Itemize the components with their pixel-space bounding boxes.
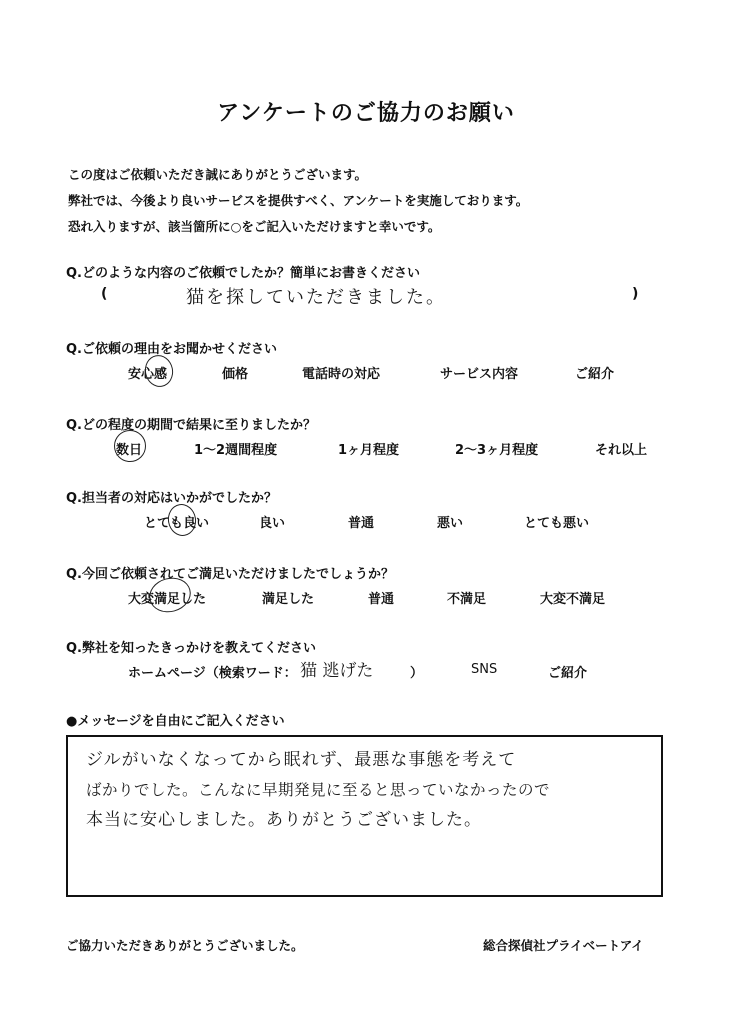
option-reason[interactable]: 電話時の対応	[302, 367, 381, 382]
message-heading: ●メッセージを自由にご記入ください	[66, 714, 285, 729]
option-staff[interactable]: 普通	[348, 516, 375, 531]
intro-line: この度はご依頼いただき誠にありがとうございます。	[68, 167, 368, 182]
option-staff[interactable]: 悪い	[437, 516, 464, 531]
open-paren: (	[101, 286, 108, 302]
question-2: Q.ご依頼の理由をお聞かせください	[66, 342, 277, 357]
option-satisfaction[interactable]: 満足した	[262, 592, 315, 607]
message-box[interactable]	[66, 735, 663, 897]
option-staff[interactable]: とても悪い	[524, 516, 590, 531]
message-line: ジルがいなくなってから眠れず、最悪な事態を考えて	[86, 750, 517, 770]
selection-circle	[165, 502, 198, 538]
option-reason[interactable]: 安心感	[128, 367, 168, 382]
option-duration[interactable]: 1～2週間程度	[194, 443, 278, 458]
question-4: Q.担当者の対応はいかがでしたか？	[66, 491, 277, 506]
intro-line: 恐れ入りますが、該当箇所に○をご記入いただけますと幸いです。	[68, 219, 441, 234]
intro-line: 弊社では、今後より良いサービスを提供すべく、アンケートを実施しております。	[68, 193, 529, 208]
close-paren: )	[632, 286, 639, 302]
close-paren: ）	[410, 666, 424, 681]
question-6: Q.弊社を知ったきっかけを教えてください	[66, 641, 316, 656]
question-3: Q.どの程度の期間で結果に至りましたか？	[66, 418, 316, 433]
option-satisfaction[interactable]: 大変満足した	[128, 592, 207, 607]
selection-circle	[114, 430, 146, 462]
intro-text	[68, 162, 528, 240]
option-staff[interactable]: 良い	[259, 516, 286, 531]
option-satisfaction[interactable]: 不満足	[447, 592, 487, 607]
option-duration[interactable]: 1ヶ月程度	[338, 443, 400, 458]
question-1: Q.どのような内容のご依頼でしたか？簡単にお書きください	[66, 266, 420, 281]
handwritten-search-word: 猫 逃げた	[300, 661, 374, 681]
option-sns[interactable]: SNS	[471, 662, 498, 677]
option-duration[interactable]: 数日	[116, 443, 143, 458]
option-duration[interactable]: 2～3ヶ月程度	[455, 443, 539, 458]
handwritten-answer-1: 猫を探していただきました。	[186, 287, 446, 308]
option-duration[interactable]: それ以上	[595, 443, 648, 458]
option-reason[interactable]: ご紹介	[575, 367, 615, 382]
page-title: アンケートのご協力のお願い	[217, 101, 515, 126]
option-referral[interactable]: ご紹介	[548, 666, 588, 681]
option-staff[interactable]: とても良い	[144, 516, 210, 531]
selection-circle	[142, 352, 176, 389]
handwritten-message	[86, 745, 656, 835]
option-satisfaction[interactable]: 普通	[368, 592, 395, 607]
message-line: 本当に安心しました。ありがとうございました。	[86, 810, 482, 830]
thanks-text: ご協力いただきありがとうございました。	[66, 938, 304, 953]
option-reason[interactable]: サービス内容	[440, 367, 519, 382]
option-satisfaction[interactable]: 大変不満足	[540, 592, 606, 607]
message-line: ばかりでした。こんなに早期発見に至ると思っていなかったので	[86, 781, 551, 799]
question-5: Q.今回ご依頼されてご満足いただけましたでしょうか？	[66, 567, 394, 582]
option-homepage[interactable]: ホームページ（検索ワード：	[128, 666, 297, 681]
option-reason[interactable]: 価格	[222, 367, 249, 382]
company-name: 総合探偵社プライベートアイ	[483, 938, 644, 953]
